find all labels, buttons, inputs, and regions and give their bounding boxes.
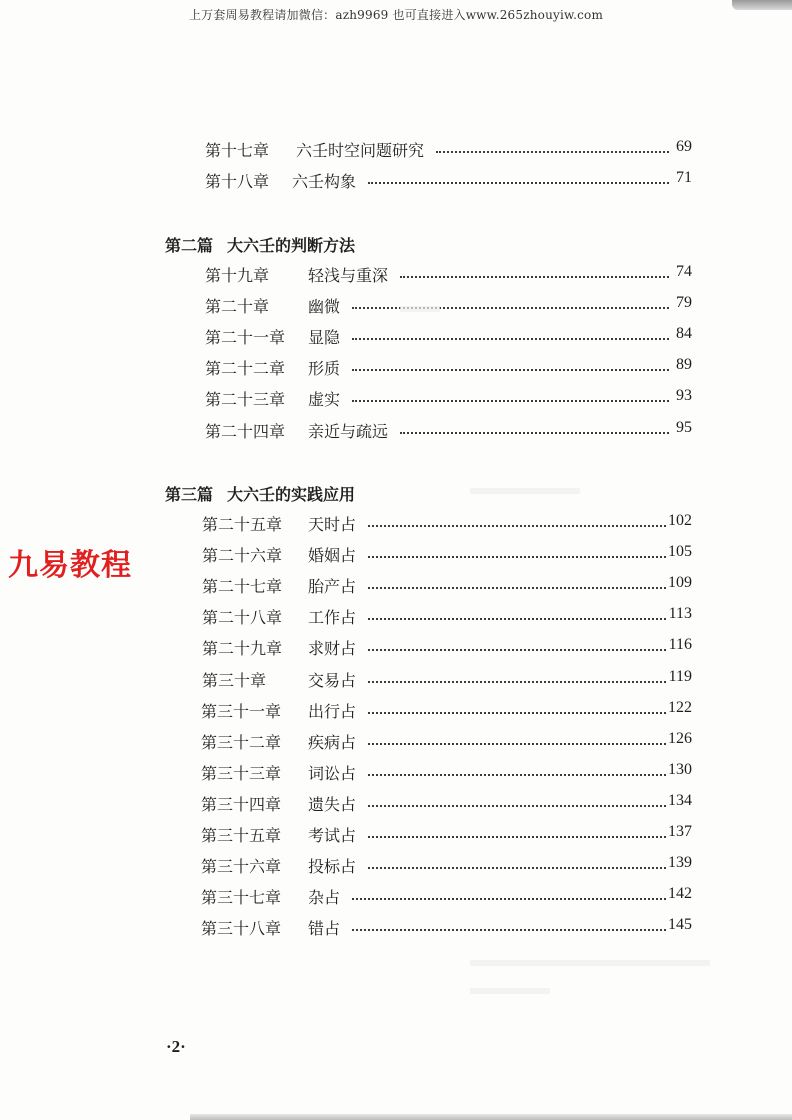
show-through-mark	[470, 988, 550, 994]
toc-entry[interactable]	[0, 636, 792, 662]
dot-leader	[352, 338, 669, 340]
dot-leader	[368, 681, 666, 683]
toc-entry[interactable]	[0, 325, 792, 351]
chapter-title: 婚姻占	[308, 546, 357, 566]
page-number: 119	[668, 667, 692, 685]
show-through-mark	[470, 488, 580, 494]
part-heading	[165, 233, 355, 256]
part-title: 大六壬的实践应用	[227, 485, 356, 504]
page-number: 113	[668, 605, 692, 623]
page-bottom-edge	[190, 1114, 792, 1120]
toc-entry[interactable]	[0, 605, 792, 631]
toc-entry[interactable]	[0, 138, 792, 164]
part-number: 第二篇	[165, 236, 214, 255]
dot-leader	[368, 836, 666, 838]
page-number: 122	[668, 698, 692, 716]
chapter-title: 天时占	[308, 515, 357, 534]
toc-entry[interactable]	[0, 792, 792, 818]
chapter-number: 第三十二章	[201, 732, 282, 752]
page-number: 134	[668, 791, 692, 809]
toc-entry[interactable]	[0, 699, 792, 725]
page-number: 105	[668, 543, 692, 561]
chapter-title: 工作占	[308, 608, 357, 628]
part-number: 第三篇	[165, 485, 214, 504]
toc-entry[interactable]	[0, 387, 792, 413]
show-through-mark	[470, 960, 710, 966]
dot-leader	[400, 276, 669, 278]
dot-leader	[368, 182, 669, 184]
page-number: 142	[668, 885, 692, 903]
page-number: 71	[676, 169, 692, 187]
chapter-number: 第二十四章	[205, 421, 286, 441]
part-title: 大六壬的判断方法	[227, 236, 356, 255]
page-number: 89	[676, 356, 692, 374]
chapter-number: 第二十章	[205, 297, 270, 317]
dot-leader	[368, 867, 666, 869]
chapter-title: 形质	[308, 359, 341, 379]
dot-leader	[368, 805, 666, 807]
chapter-title: 交易占	[308, 670, 357, 690]
toc-entry[interactable]	[0, 854, 792, 880]
chapter-title: 六壬时空问题研究	[296, 141, 425, 160]
page-number: 116	[668, 636, 692, 654]
chapter-number: 第二十九章	[202, 639, 283, 659]
chapter-number: 第三十六章	[201, 857, 282, 877]
dot-leader	[352, 400, 669, 402]
page-number: 69	[676, 138, 692, 155]
toc-entry[interactable]	[0, 512, 792, 538]
dot-leader	[352, 898, 666, 900]
dot-leader	[400, 432, 669, 434]
chapter-title: 疾病占	[308, 732, 357, 752]
toc-entry[interactable]	[0, 730, 792, 756]
chapter-title: 虚实	[308, 390, 341, 410]
chapter-title: 胎产占	[308, 577, 357, 597]
toc-entry[interactable]	[0, 823, 792, 849]
chapter-number: 第三十一章	[201, 701, 282, 721]
dot-leader	[368, 743, 666, 745]
page-number: 139	[668, 854, 692, 872]
chapter-title: 亲近与疏远	[308, 421, 389, 441]
dot-leader	[352, 369, 669, 371]
chapter-number: 第十九章	[205, 266, 270, 285]
chapter-title: 词讼占	[308, 763, 357, 783]
page-number: 95	[676, 418, 692, 436]
toc-entry[interactable]	[0, 169, 792, 195]
chapter-title: 六壬构象	[292, 172, 357, 192]
chapter-number: 第二十一章	[205, 328, 286, 348]
chapter-title: 出行占	[308, 701, 357, 721]
chapter-title: 考试占	[308, 826, 357, 845]
watermark-text: 九易教程	[8, 548, 132, 583]
chapter-number: 第二十三章	[205, 390, 286, 410]
dot-leader	[368, 712, 666, 714]
toc-entry[interactable]	[0, 356, 792, 382]
show-through-mark	[400, 306, 440, 312]
header-note: 上万套周易教程请加微信：azh9969 也可直接进入www.265zhouyiw.com	[188, 8, 604, 22]
page-number: 137	[668, 823, 692, 840]
chapter-number: 第二十五章	[202, 515, 283, 534]
chapter-number: 第三十五章	[201, 826, 282, 845]
page-number: 130	[668, 760, 692, 778]
dot-leader	[368, 649, 666, 651]
dot-leader	[352, 929, 666, 931]
chapter-title: 错占	[308, 919, 341, 939]
toc-entry[interactable]	[0, 916, 792, 942]
dot-leader	[368, 618, 666, 620]
chapter-title: 求财占	[308, 639, 357, 659]
page-number: 145	[668, 916, 692, 934]
toc-entry[interactable]	[0, 419, 792, 445]
page-number: 109	[668, 574, 692, 592]
chapter-number: 第三十七章	[201, 888, 282, 908]
page-number: 74	[676, 263, 692, 280]
toc-entry[interactable]	[0, 885, 792, 911]
chapter-title: 显隐	[308, 328, 341, 348]
page-number: 79	[676, 294, 692, 312]
part-heading	[165, 482, 355, 505]
chapter-number: 第三十三章	[201, 763, 282, 783]
chapter-title: 幽微	[308, 297, 341, 317]
dot-leader	[368, 525, 666, 527]
page-number: 102	[668, 512, 692, 529]
toc-entry[interactable]	[0, 294, 792, 320]
chapter-number: 第二十二章	[205, 359, 286, 379]
chapter-number: 第三十章	[202, 670, 267, 690]
chapter-number: 第二十七章	[202, 577, 283, 597]
chapter-number: 第二十六章	[202, 546, 283, 566]
chapter-number: 第十七章	[205, 141, 270, 160]
chapter-number: 第三十八章	[201, 919, 282, 939]
page-number: 84	[676, 325, 692, 343]
chapter-number: 第十八章	[205, 172, 270, 192]
chapter-title: 轻浅与重深	[308, 266, 389, 285]
chapter-title: 遗失占	[308, 794, 357, 814]
dot-leader	[368, 774, 666, 776]
chapter-title: 杂占	[308, 888, 341, 908]
toc-entry[interactable]	[0, 668, 792, 694]
page-folio: ·2·	[166, 1037, 186, 1056]
toc-entry[interactable]	[0, 761, 792, 787]
chapter-number: 第二十八章	[202, 608, 283, 628]
toc-entry[interactable]	[0, 263, 792, 289]
dot-leader	[368, 587, 666, 589]
dot-leader	[368, 556, 666, 558]
dot-leader	[436, 151, 669, 153]
chapter-number: 第三十四章	[201, 794, 282, 814]
chapter-title: 投标占	[308, 857, 357, 877]
page-number: 93	[676, 387, 692, 405]
page-number: 126	[668, 729, 692, 747]
